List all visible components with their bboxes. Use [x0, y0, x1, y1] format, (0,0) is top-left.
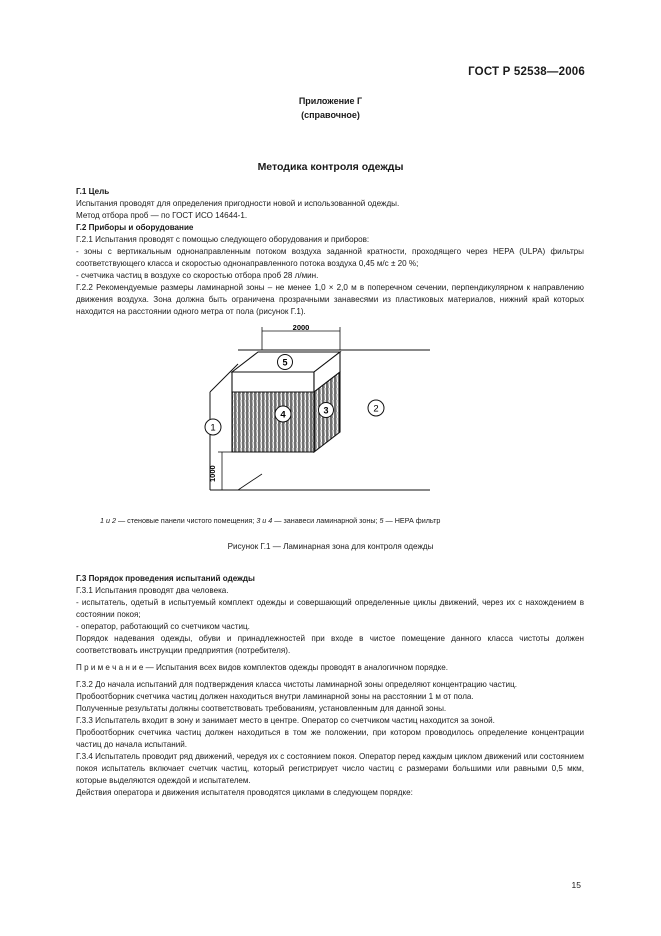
legend-item-3: 5 [379, 516, 384, 525]
paragraph: Пробоотборник счетчика частиц должен находиться в том же положении, при котором проводилось определение концентрации частиц до начала испытаний. [76, 728, 584, 749]
dimension-label-top: 2000 [292, 323, 310, 332]
legend-item-2: 3 и 4 [256, 516, 273, 525]
dimension-label-side: 1000 [208, 465, 217, 482]
paragraph: Г.2.1 Испытания проводят с помощью следующего оборудования и приборов: [76, 235, 370, 244]
paragraph: Пробоотборник счетчика частиц должен находиться внутри ламинарной зоны на расстоянии 1 м от пола. [76, 692, 474, 701]
section-g1-heading: Г.1 Цель [76, 187, 110, 196]
document-title: Методика контроля одежды [257, 161, 404, 173]
legend-text-3: — НЕРА фильтр [383, 516, 441, 525]
paragraph: Г.3.2 До начала испытаний для подтверждения класса чистоты ламинарной зоны определяют концентрацию частиц. [76, 680, 517, 689]
paragraph: - счетчика частиц в воздухе со скоростью отбора проб 28 л/мин. [76, 271, 319, 280]
standard-code: ГОСТ Р 52538—2006 [468, 66, 585, 78]
section-g3-heading: Г.3 Порядок проведения испытаний одежды [76, 574, 255, 583]
figure-caption: Рисунок Г.1 — Ламинарная зона для контроля одежды [227, 542, 434, 551]
section-g2-heading: Г.2 Приборы и оборудование [76, 223, 194, 232]
paragraph: - испытатель, одетый в испытуемый комплект одежды и совершающий определенные циклы движений, через их с нахождением в состоянии покоя; [76, 598, 584, 619]
paragraph: - оператор, работающий со счетчиком частиц. [76, 622, 250, 631]
paragraph: - зоны с вертикальным однонаправленным потоком воздуха заданной кратности, проходящего через HEPA (ULPA) фильтры соответствующего класса и скоростью однонаправленного потока воздуха 0,45 м/с ± 20 %; [76, 247, 584, 268]
label-circle-2 [368, 400, 384, 416]
paragraph: Г.3.1 Испытания проводят два человека. [76, 586, 229, 595]
paragraph: Г.3.4 Испытатель проводит ряд движений, чередуя их с состоянием покоя. Оператор перед каждым циклом движений или состоянием покоя испытатель включает счетчик частиц, который регистрирует число частиц с размерами большими или равными 0,5 мкм, которые выделяются одеждой и испытателем. [76, 752, 584, 785]
note: П р и м е ч а н и е — Испытания всех видов комплектов одежды проводят в аналогичном порядке. [76, 663, 449, 672]
text-block-bottom [76, 573, 584, 799]
paragraph: Действия оператора и движения испытателя проводятся циклами в следующем порядке: [76, 788, 413, 797]
filter-front-face [232, 372, 314, 392]
appendix-subtitle: (справочное) [301, 110, 360, 120]
label-circle-1 [205, 419, 221, 435]
svg-text:2: 2 [373, 403, 379, 415]
paragraph: Испытания проводят для определения пригодности новой и использованной одежды. [76, 199, 400, 208]
paragraph: Метод отбора проб — по ГОСТ ИСО 14644-1. [76, 211, 248, 220]
figure-legend [100, 516, 440, 525]
label-circle-3 [319, 403, 334, 418]
legend-item-1: 1 и 2 [100, 516, 116, 525]
label-circle-5 [278, 355, 293, 370]
appendix-title: Приложение Г [298, 96, 363, 106]
legend-text-1: — стеновые панели чистого помещения; [116, 516, 257, 525]
curtain-front [232, 392, 314, 452]
svg-text:4: 4 [280, 409, 286, 421]
text-block-top [76, 186, 584, 318]
paragraph: Г.3.3 Испытатель входит в зону и занимает место в центре. Оператор со счетчиком частиц находится за зоной. [76, 716, 495, 725]
svg-text:5: 5 [282, 357, 288, 368]
legend-text-2: — занавеси ламинарной зоны; [272, 516, 380, 525]
laminar-zone-figure [190, 322, 440, 512]
paragraph: Порядок надевания одежды, обуви и принадлежностей при входе в чистое помещение данного класса чистоты должен соответствовать инструкции предприятия (потребителя). [76, 634, 584, 655]
svg-text:3: 3 [323, 405, 329, 416]
paragraph: Г.2.2 Рекомендуемые размеры ламинарной зоны – не менее 1,0 × 2,0 м в поперечном сечении, перпендикулярном к направлению движения воздуха. Зона должна быть ограничена прозрачными занавесями из пластиковых материалов, нижний край которых находится на расстоянии одного метра от пола (рисунок Г.1). [76, 283, 584, 316]
page-number: 15 [571, 880, 581, 890]
paragraph: Полученные результаты должны соответствовать требованиям, установленным для данной зоны. [76, 704, 447, 713]
label-circle-4 [275, 406, 291, 422]
svg-text:1: 1 [210, 422, 216, 434]
